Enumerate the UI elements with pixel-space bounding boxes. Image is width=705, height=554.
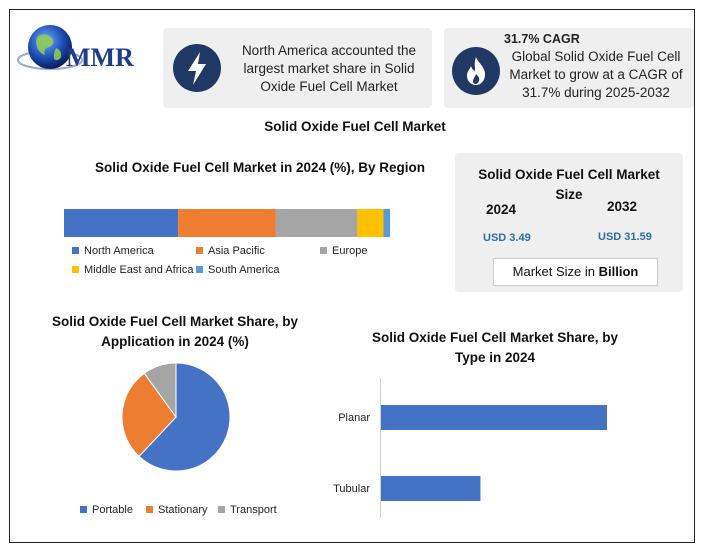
legend-swatch [196, 266, 203, 273]
market-size-unit [493, 258, 658, 286]
legend-swatch [146, 506, 153, 513]
legend-label: South America [208, 264, 280, 276]
region-segment-middle-east-and-africa [357, 209, 383, 237]
cagr-text: Global Solid Oxide Fuel Cell Market to grow at a CAGR of 31.7% during 2025-2032 [509, 49, 683, 100]
type-bar-chart [320, 378, 620, 518]
region-segment-south-america [383, 209, 390, 237]
flame-icon [452, 47, 500, 95]
application-pie [110, 362, 240, 472]
legend-label: Transport [230, 504, 277, 516]
bar-tubular [381, 476, 480, 501]
year-2032: 2032 [607, 199, 638, 214]
legend-south-america [196, 264, 280, 276]
unit-prefix: Market Size in [512, 264, 599, 279]
legend-label: Europe [332, 245, 368, 257]
main-title: Solid Oxide Fuel Cell Market [264, 119, 446, 134]
legend-label: Middle East and Africa [84, 264, 194, 276]
legend-north-america [72, 245, 154, 257]
value-2024: USD 3.49 [483, 232, 531, 244]
highlight-card-cagr [444, 28, 694, 108]
type-chart-title: Solid Oxide Fuel Cell Market Share, by Type in 2024 [371, 330, 619, 365]
highlight-card-region [163, 28, 432, 108]
legend-stationary [146, 504, 208, 516]
mmr-logo [16, 22, 148, 82]
legend-label: North America [84, 245, 154, 257]
region-chart-title: Solid Oxide Fuel Cell Market in 2024 (%), By Region [94, 160, 426, 175]
cagr-heading: 31.7% CAGR [504, 32, 580, 46]
value-2032: USD 31.59 [598, 231, 652, 243]
legend-swatch [72, 266, 79, 273]
market-size-title: Solid Oxide Fuel Cell Market Size [478, 167, 660, 202]
legend-transport [218, 504, 277, 516]
unit-value: Billion [598, 264, 639, 279]
legend-label: Asia Pacific [208, 245, 265, 257]
legend-asia-pacific [196, 245, 265, 257]
legend-swatch [72, 247, 79, 254]
region-stacked-bar [64, 208, 394, 238]
legend-swatch [196, 247, 203, 254]
legend-portable [80, 504, 133, 516]
tick-label-tubular: Tubular [333, 483, 370, 495]
application-chart-title: Solid Oxide Fuel Cell Market Share, by Application in 2024 (%) [51, 314, 299, 349]
tick-label-planar: Planar [338, 412, 370, 424]
legend-middle-east-africa [72, 264, 193, 276]
lightning-icon [173, 44, 221, 92]
legend-label: Portable [92, 504, 133, 516]
legend-swatch [218, 506, 225, 513]
bar-planar [381, 405, 607, 430]
year-2024: 2024 [486, 202, 517, 217]
legend-swatch [320, 247, 327, 254]
brand-name: MMR [66, 43, 134, 72]
legend-swatch [80, 506, 87, 513]
region-segment-europe [276, 209, 358, 237]
region-segment-north-america [64, 209, 178, 237]
legend-europe [320, 245, 367, 257]
region-segment-asia-pacific [178, 209, 276, 237]
highlight-text-region: North America accounted the largest market share in Solid Oxide Fuel Cell Market [241, 43, 417, 94]
legend-label: Stationary [158, 504, 208, 516]
